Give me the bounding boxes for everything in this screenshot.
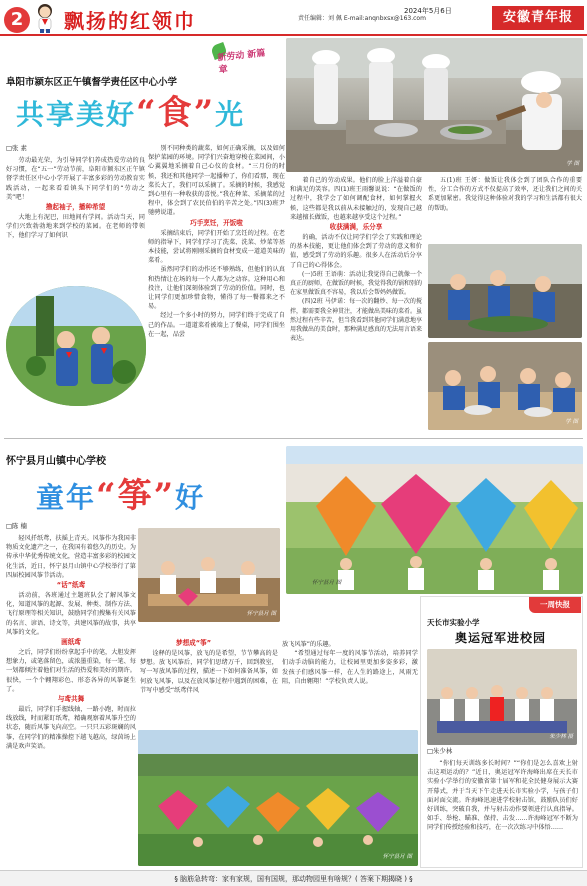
title-part: 光 bbox=[215, 98, 246, 131]
article1-col1 bbox=[6, 156, 145, 286]
photo-cooking-class bbox=[286, 38, 583, 172]
paragraph: “你们每天训练多长时间？”“你们是怎么喜欢上射击这项运动的？”近日，奥运冠军许海峰出席在天长市实验小学举行的安徽省第十届军和花全民健身展示大赛开幕式，并于当天下午走进天长市实验小学，与孩子们面对面交流。许海峰迅速进学校射击馆，鼓励队员们好好训练，突破自我，并与射击动作要领进行认真指导。如手、举枪、瞄准、保持、击发……许海峰冠军不断为同学们传授经验和技巧，在一次次练习中体悟…… bbox=[427, 760, 578, 832]
article1-col4 bbox=[428, 176, 582, 242]
paragraph: 采摘结束后，同学们开始了烹饪的过程。在老师的指导下，同学们学习了洗菜、洗菜、炒菜等基本技能，尝试将刚刚采摘的食材变成一道道美味的菜肴。 bbox=[148, 229, 285, 265]
mascot-icon bbox=[30, 2, 60, 34]
photo-credit: 怀宁县月 图 bbox=[246, 611, 276, 618]
title-quote: “食” bbox=[136, 93, 216, 133]
weekly-news-box bbox=[420, 596, 583, 868]
weekly-tag: 一周快报 bbox=[529, 597, 581, 613]
article2-col2 bbox=[140, 638, 278, 728]
paragraph: 放飞风筝”的乐趣。 bbox=[282, 641, 335, 648]
photo-olympic-champion bbox=[427, 649, 577, 745]
paragraph: (四)2班 马伊诺：每一次的翻炒、每一次的搅拌，都需要我全神贯注，才能做出美味的菜肴。虽然过程有些辛苦，但当我看到其他同学们满意地享用我做出的美食时，那种满足感真的无法用言语来表达。 bbox=[290, 298, 422, 343]
paragraph: 别不同种类的蔬菜，如何正确采摘，以及如何保护菜园的环境。同学们兴奋地穿梭在菜园间，小心翼翼地采摘着自己心仪的食材。“三月份的时候，我还和其他同学一起播种了，你们看那，现在菜长大了，我们可以采摘了。采摘的时候，我感觉到心里有一种收获的喜悦。”我在种菜、采摘菜的过程中，体会到了农民伯伯的辛苦之处。”四(3)班尹驰骋说道。 bbox=[148, 145, 285, 217]
subheading: 画纸鸢 bbox=[61, 638, 81, 647]
article1-stamp bbox=[208, 42, 268, 86]
title-part: 共享美好 bbox=[16, 98, 137, 131]
paragraph: 大地上有泥巴，田地间有学问。活动当天，同学们兴致勃勃地来到学校的菜园。在老师的带领下，他们学习了如何识 bbox=[6, 214, 145, 240]
article1-col2 bbox=[148, 144, 285, 406]
photo-credit: 怀宁县月 图 bbox=[382, 854, 412, 861]
editor-line: 责任编辑：刘 佩 E-mail:anqnbxsx@163.com bbox=[298, 15, 426, 22]
article2-col1 bbox=[6, 534, 136, 864]
paragraph: “希望通过每年一度的风筝节活动，培养同学们动手动脑的能力，让校园里更加多姿多彩，激发孩子们感风筝一样，在人生的路途上，风雨无阻，自由翱翔！”学校负责人说。 bbox=[282, 650, 418, 685]
subheading: “话”纸鸢 bbox=[56, 581, 86, 590]
photo-credit: 怀宁县月 图 bbox=[312, 580, 342, 587]
subheading: 梦想成“筝” bbox=[176, 639, 212, 647]
photo-credit: 学 图 bbox=[565, 419, 578, 426]
stamp-text: 新劳动 新篇章 bbox=[216, 48, 266, 76]
page-number-badge: 2 bbox=[4, 7, 30, 33]
paragraph: 之后，同学们纷纷拿起手中的笔，大胆发挥想象力，或笔落留色，或浓墨重染，每一笔、每一划都倾注着他们对生活的热爱和美好的期许。很快，一个个翱翔彩色、形态各异的风筝诞生了。 bbox=[6, 649, 136, 693]
paragraph: 五(1)班 王妍：做饭让我体会到了团队合作的重要性，分工合作的方式不仅提高了效率，还让我们之间的关系更加紧密。我觉得这种体验对我的学习和生活都有很大的帮助。 bbox=[428, 177, 582, 212]
subheading: 与鸢共舞 bbox=[57, 695, 85, 704]
newspaper-name: 安徽青年报 bbox=[492, 6, 584, 30]
paragraph: 经过一个多小时的努力，同学们终于完成了自己的作品。一道道菜肴被端上了餐桌，同学们围坐在一起，品尝 bbox=[148, 312, 285, 338]
masthead bbox=[0, 0, 587, 34]
photo-garden-circle bbox=[6, 286, 146, 406]
article2-school: 怀宁县月山镇中心学校 bbox=[6, 456, 106, 467]
article1-author: □张 素 bbox=[6, 144, 27, 152]
title-quote: “筝” bbox=[96, 476, 176, 516]
paragraph: 轻风扦纸鸢，扶摇上青天。风筝作为我国非物质文化遗产之一，在我国有着悠久的历史。为传承中华优秀传统文化，营造丰富多彩的校园文化生活，近日，怀宁县月山镇中心学校举行了第四届校园风筝节活动。 bbox=[6, 535, 136, 579]
paragraph: 诠释的是风筝，放飞的是希望，节节攀高的是梦想。放飞风筝后，同学们思绪万千，回到教室，写一写放风筝的过程，描述一下如何准备风筝，如何放飞风筝，以及在放风筝过程中遇到的困难，在节写中感受“纸鸢伴风 bbox=[140, 650, 278, 694]
subheading: 撸起袖子，播种希望 bbox=[45, 203, 106, 212]
photo-kites-students bbox=[286, 446, 583, 594]
title-part: 好 bbox=[175, 481, 206, 514]
photo-kite-classroom bbox=[138, 528, 280, 622]
photo-students-table bbox=[428, 244, 582, 338]
photo-credit: 朱少林 摄 bbox=[549, 734, 573, 741]
article3-school: 天长市实验小学 bbox=[427, 618, 480, 627]
paragraph: 虽然同学们的动作还不够熟练，但他们的认真和热情让在场的每一个人都为之动容。这种用心和投注，让他们深刻体验到了劳动的价值。同时，也让同学们更加珍惜食物，懂得了每一餐都来之不易。 bbox=[148, 266, 285, 311]
issue-date: 2024年5月6日 bbox=[404, 7, 452, 15]
photo-students-eating bbox=[428, 342, 582, 430]
footer-riddle: § 脑筋急转弯：家有家规，国有国规，那动物园里有啥规？( 答案下期揭晓 ) § bbox=[0, 870, 587, 886]
article2-col3 bbox=[282, 640, 418, 728]
masthead-rule bbox=[0, 34, 587, 36]
subheading: 巧手烹饪，开饭啦 bbox=[190, 218, 243, 227]
photo-credit: 学 图 bbox=[566, 161, 579, 168]
article3-title: 奥运冠军进校园 bbox=[455, 631, 547, 645]
paragraph: 劳动最光荣，为引导同学们养成热爱劳动的良好习惯，在“五一”劳动节前，阜阳市颍东区正午镇督学责任区中心小学开展了丰富多彩的劳动教育实践活动，一起来看看镇头下同学们的“劳动之美”吧！ bbox=[6, 157, 145, 201]
article3-body bbox=[427, 759, 578, 865]
paragraph: (一)5班 王语萌：活动让我觉得自己就像一个真正的厨师，在做饭的时候，我觉得我的锅和别的在家里做饭真不容易，我以后会帮妈妈做饭。 bbox=[290, 270, 422, 297]
article2-author: □陈 楠 bbox=[6, 522, 27, 530]
photo-kite-field bbox=[138, 730, 418, 866]
article1-title bbox=[16, 93, 246, 133]
paragraph: 着自己的劳动成果。他们的脸上洋溢着自豪和满足的笑容。四(1)班王雨馨说说：“在做饭的过程中，我学会了如何调配食材，如何掌握火候，这些都是我以前从未接触过的，发现自己越来越擅长做饭，也越来越享受这个过程。” bbox=[290, 177, 422, 221]
article1-school: 阜阳市颍东区正午镇督学责任区中心小学 bbox=[6, 77, 178, 88]
paragraph: 的确，活动不仅让同学们学会了实践和理论的基本技能，更让他们体会到了劳动的意义和价值，感受到了劳动的乐趣。很多人在活动后分享了自己的心得体会。 bbox=[290, 234, 422, 269]
article2-title bbox=[36, 476, 205, 518]
article1-col3 bbox=[290, 176, 422, 432]
subheading: 收获满满，乐分享 bbox=[329, 223, 383, 232]
paragraph: 活动前，各班通过主题班队会了解风筝文化，知道风筝的起源、发展、种类、制作方法、飞行原理等相关知识，鼓励同学们搜集有关风筝的名言、谚语、诗文等，共建风筝的故事，共享风筝的文化。 bbox=[6, 592, 136, 636]
column-title: 飘扬的红领巾 bbox=[64, 9, 196, 33]
paragraph: 最后，同学们手握线轴，一路小跑，时而拉线放线，时而紧盯纸鸢，精确观察着风筝升空的状态，随后风筝飞向高空。一只只五彩斑斓的风筝，在同学们的精准操控下越飞越高，绿茵场上满是欢声笑语。 bbox=[6, 706, 136, 750]
section-divider bbox=[4, 438, 583, 439]
title-part: 童年 bbox=[36, 481, 97, 514]
article3-author: □朱少林 bbox=[427, 747, 453, 755]
